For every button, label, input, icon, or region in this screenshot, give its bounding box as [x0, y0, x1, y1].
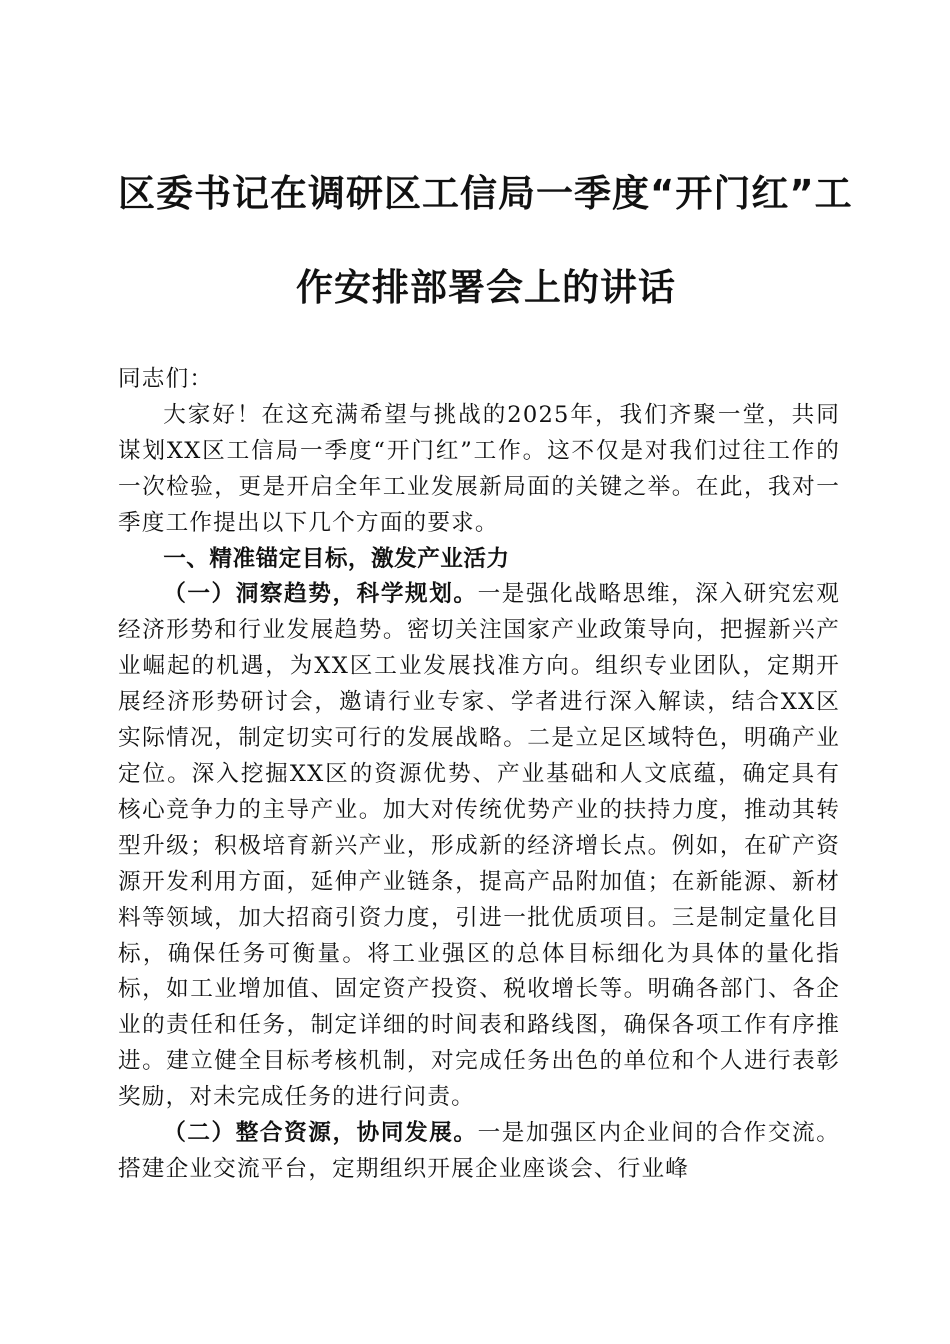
document-body: [118, 362, 840, 1188]
subsection-2-title: （二）整合资源，协同发展。: [163, 1120, 478, 1147]
subsection-1-body: 一是强化战略思维，深入研究宏观经济形势和行业发展趋势。密切关注国家产业政策导向，把握新兴产业崛起的机遇，为XX区工业发展找准方向。组织专业团队，定期开展经济形势研讨会，邀请行业专家、学者进行深入解读，结合XX区实际情况，制定切实可行的发展战略。二是立足区域特色，明确产业定位。深入挖掘XX区的资源优势、产业基础和人文底蕴，确定具有核心竞争力的主导产业。加大对传统优势产业的扶持力度，推动其转型升级；积极培育新兴产业，形成新的经济增长点。例如，在矿产资源开发利用方面，延伸产业链条，提高产品附加值；在新能源、新材料等领域，加大招商引资力度，引进一批优质项目。三是制定量化目标，确保任务可衡量。将工业强区的总体目标细化为具体的量化指标，如工业增加值、固定资产投资、税收增长等。明确各部门、各企业的责任和任务，制定详细的时间表和路线图，确保各项工作有序推进。建立健全目标考核机制，对完成任务出色的单位和个人进行表彰奖励，对未完成任务的进行问责。: [118, 581, 841, 1111]
subsection-1-paragraph: [118, 577, 840, 1116]
subsection-2-paragraph: [118, 1116, 840, 1188]
subsection-1-title: （一）洞察趋势，科学规划。: [163, 581, 478, 608]
intro-paragraph: 大家好！在这充满希望与挑战的2025年，我们齐聚一堂，共同谋划XX区工信局一季度“开门红”工作。这不仅是对我们过往工作的一次检验，更是开启全年工业发展新局面的关键之举。在此，我对一季度工作提出以下几个方面的要求。: [118, 401, 840, 536]
subsection-2-body: 一是加强区内企业间的合作交流。搭建企业交流平台，定期组织开展企业座谈会、行业峰: [118, 1120, 841, 1182]
section-heading-1: 一、精准锚定目标，激发产业活力: [163, 545, 510, 572]
document-title-line-2: 作安排部署会上的讲话: [296, 266, 676, 309]
salutation: 同志们：: [118, 366, 214, 392]
document-title-line-1: 区委书记在调研区工信局一季度“开门红”工: [118, 172, 853, 215]
